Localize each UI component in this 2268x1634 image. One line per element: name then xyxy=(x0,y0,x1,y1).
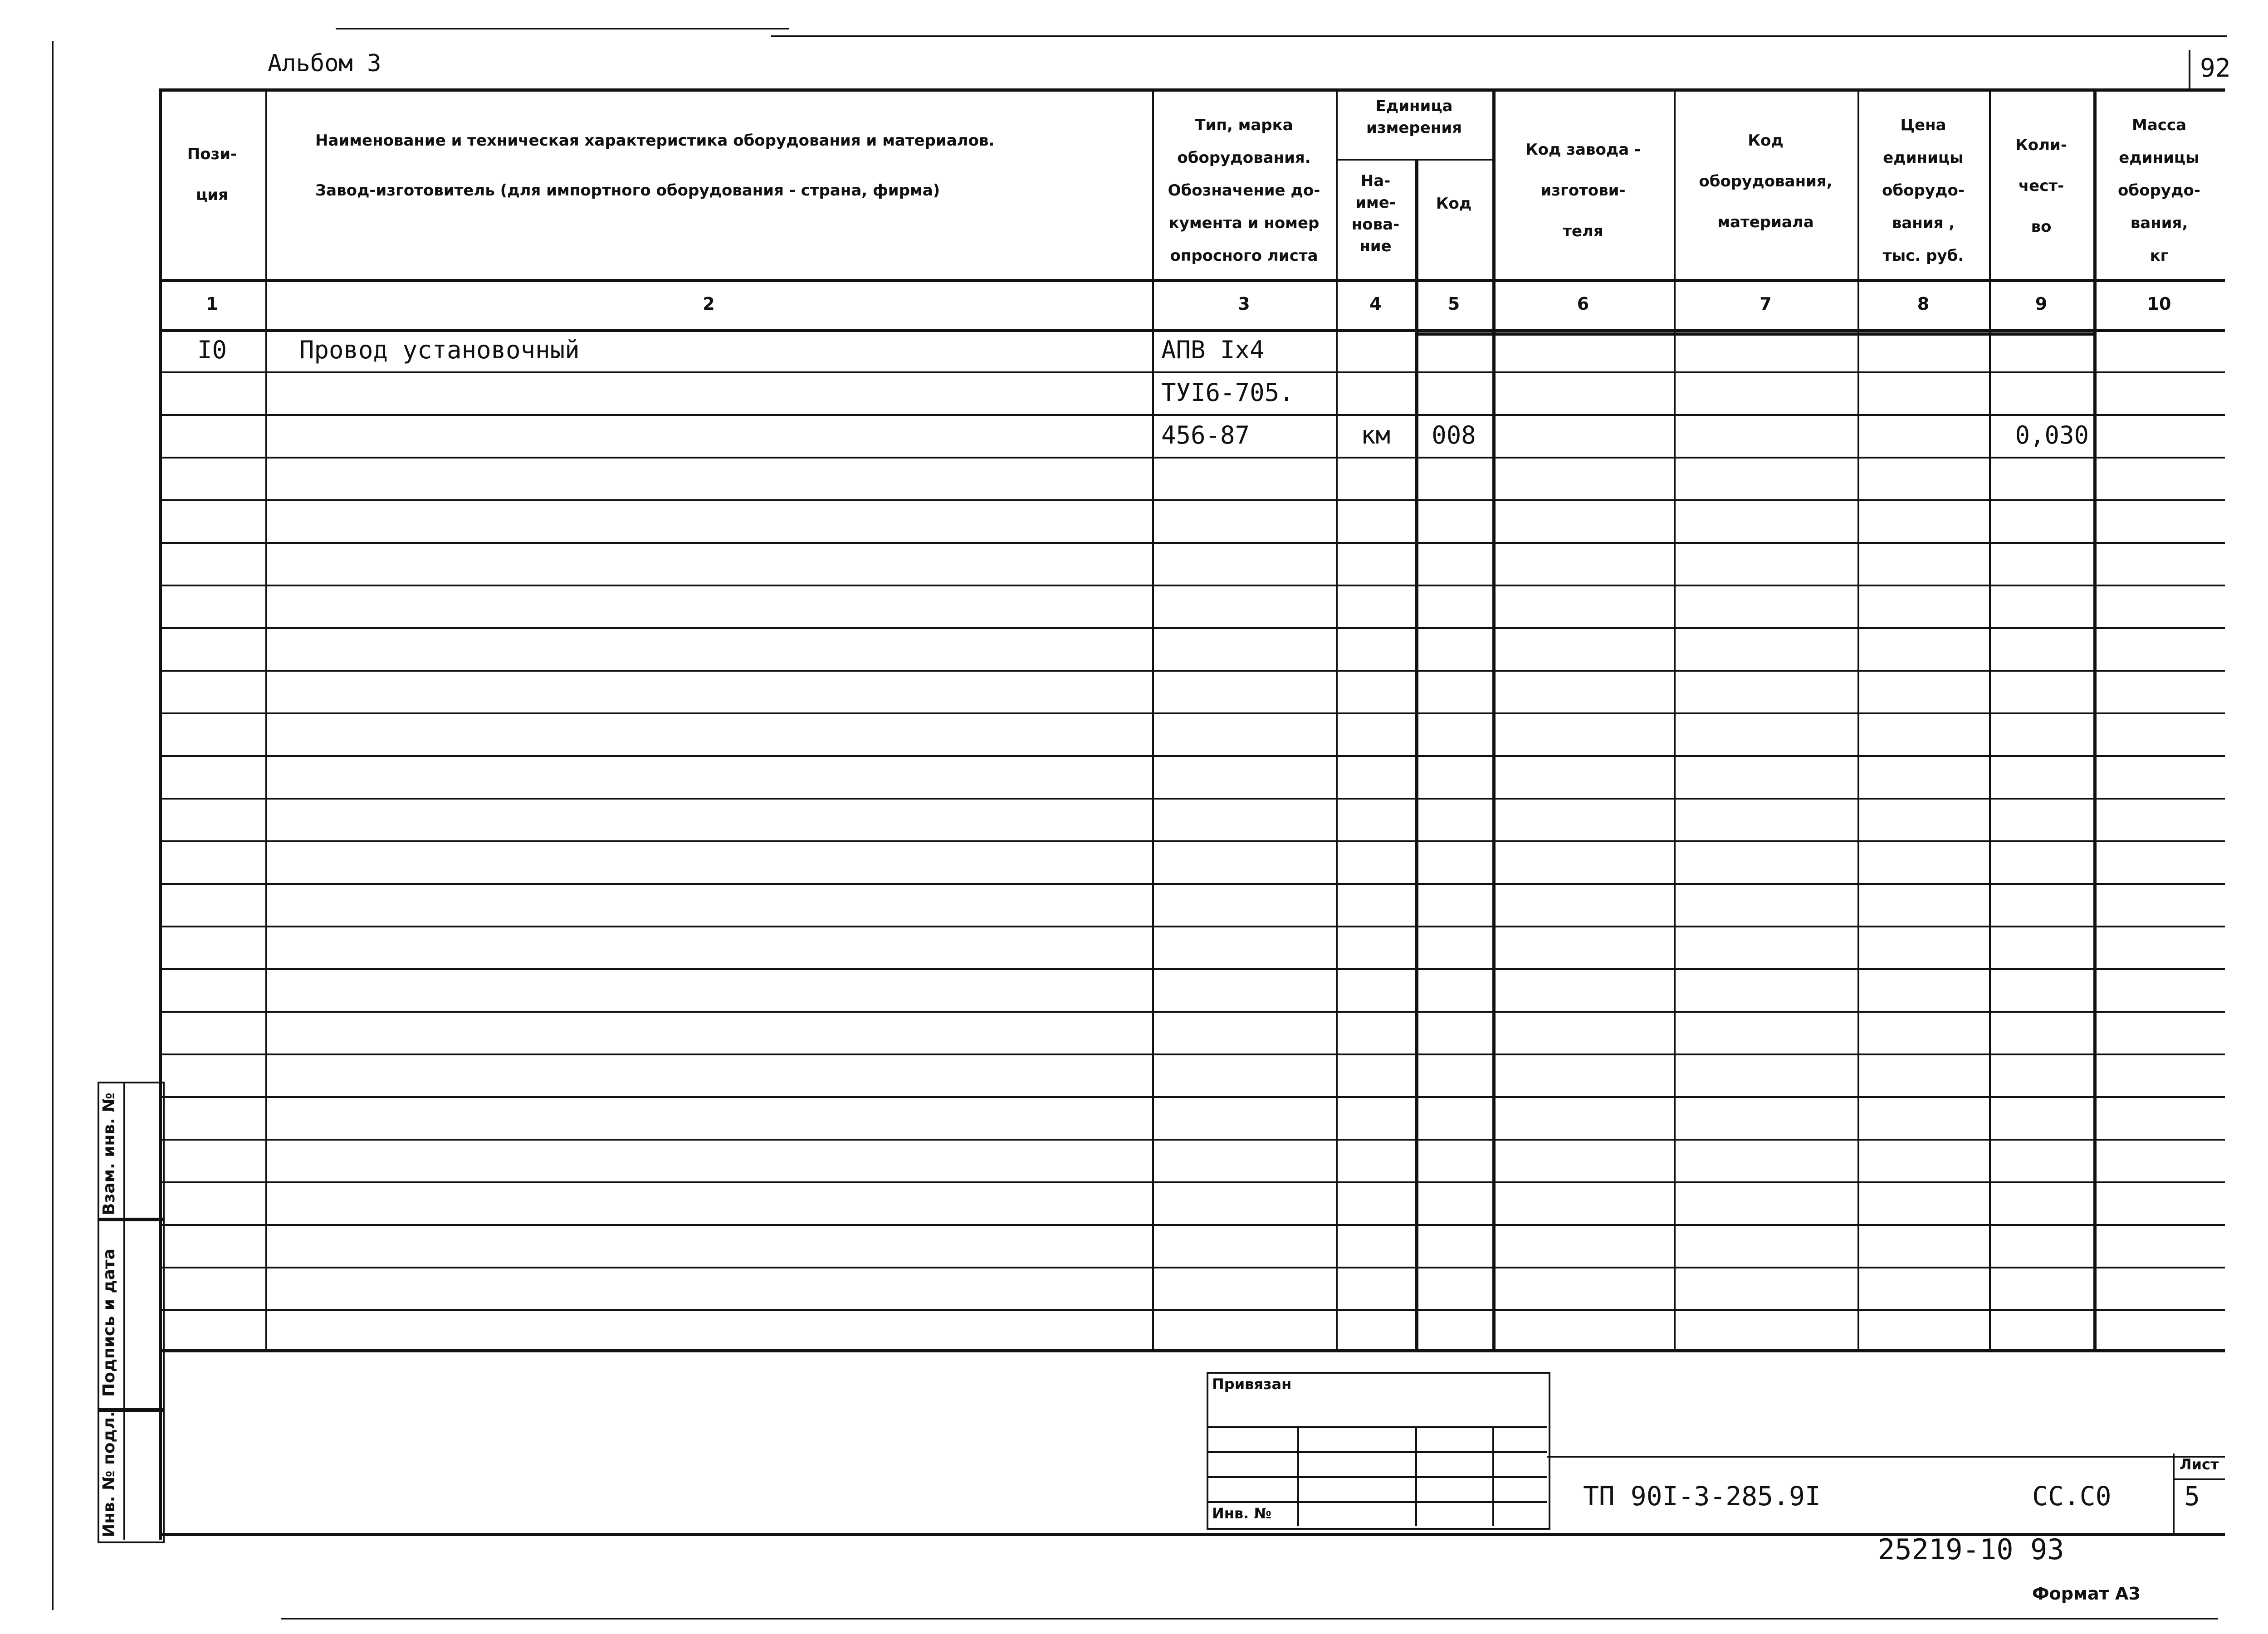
title-block-line xyxy=(1207,1476,1547,1478)
cell-type: ТУI6-705. xyxy=(1161,378,1294,407)
cell-code: 008 xyxy=(1432,421,1476,449)
column-header-line: Код xyxy=(1436,195,1472,213)
table-row-line xyxy=(159,670,2225,672)
sheet-code: СС.С0 xyxy=(2032,1481,2112,1512)
column-header-1 xyxy=(164,134,260,215)
column-header-line: кг xyxy=(2150,247,2169,265)
side-stamp-divider xyxy=(123,1082,125,1540)
table-row-line xyxy=(159,1309,2225,1311)
column-number-2: 2 xyxy=(703,294,715,314)
table-row-line xyxy=(159,1267,2225,1268)
table-row-line xyxy=(159,926,2225,927)
page-corner-box xyxy=(2189,50,2240,88)
side-stamp-inv-label: Инв. № подл. xyxy=(100,1411,118,1537)
heavy-data-border xyxy=(1415,332,2093,336)
title-block-privyazan-label: Привязан xyxy=(1212,1375,1292,1393)
table-row-line xyxy=(159,840,2225,842)
album-label: Альбом 3 xyxy=(268,50,381,77)
column-header-line: опросного листа xyxy=(1170,247,1318,265)
column-header-9 xyxy=(1994,125,2088,247)
column-header-5 xyxy=(1421,190,1487,217)
column-header-line: Завод-изготовитель (для импортного оборудования - страна, фирма) xyxy=(315,181,940,200)
column-header-line: изготови- xyxy=(1540,181,1626,200)
column-header-line: кумента и номер xyxy=(1168,214,1320,232)
column-header-line: теля xyxy=(1563,222,1603,240)
cell-type: 456-87 xyxy=(1161,421,1250,449)
table-column-line xyxy=(1857,88,1859,1351)
column-header-line: оборудования, xyxy=(1699,172,1833,190)
table-row-line xyxy=(159,542,2225,544)
list-box-hline xyxy=(2173,1478,2225,1480)
table-row-line xyxy=(159,1224,2225,1226)
column-header-line: име- xyxy=(1355,194,1396,212)
column-header-line: Наименование и техническая характеристика оборудования и материалов. xyxy=(315,132,995,150)
column-header-3 xyxy=(1158,109,1330,272)
side-stamp-vzam-label: Взам. инв. № xyxy=(100,1093,118,1215)
table-row-line xyxy=(159,968,2225,970)
top-rule-2 xyxy=(771,35,2227,37)
title-block-line xyxy=(1207,1451,1547,1453)
column-header-line: во xyxy=(2031,218,2052,236)
table-row-line xyxy=(159,798,2225,800)
table-row-line xyxy=(159,755,2225,757)
column-number-9: 9 xyxy=(2035,294,2048,314)
table-row-line xyxy=(159,499,2225,501)
column-header-line: тыс. руб. xyxy=(1882,247,1964,265)
column-header-line: оборудо- xyxy=(1882,181,1965,200)
column-number-6: 6 xyxy=(1577,294,1589,314)
table-column-line xyxy=(1674,88,1676,1351)
side-stamp-podpis-label: Подпись и дата xyxy=(100,1249,118,1397)
doc-code: ТП 90I-3-285.9I xyxy=(1583,1481,1821,1512)
title-block-vline xyxy=(1415,1426,1417,1526)
column-header-line: Тип, марка xyxy=(1195,116,1293,134)
table-bottom-border xyxy=(159,1349,2225,1352)
table-row-line xyxy=(159,883,2225,885)
table-column-line xyxy=(265,88,267,1351)
unit-group-header-line: Единица xyxy=(1375,97,1453,115)
table-top-border xyxy=(159,88,2225,92)
unit-group-header-line: измерения xyxy=(1366,119,1462,137)
column-header-2 xyxy=(315,116,1191,215)
column-number-8: 8 xyxy=(1917,294,1930,314)
table-row-line xyxy=(159,1139,2225,1141)
table-column-line xyxy=(1492,88,1496,1351)
column-header-line: ция xyxy=(196,186,228,204)
column-number-7: 7 xyxy=(1760,294,1772,314)
column-header-line: оборудования. xyxy=(1177,149,1311,167)
column-header-line: Цена xyxy=(1900,116,1946,134)
title-block-inv-label: Инв. № xyxy=(1212,1505,1271,1522)
table-row-line xyxy=(159,627,2225,629)
column-header-line: Код xyxy=(1748,132,1784,150)
column-header-line: единицы xyxy=(1883,149,1964,167)
unit-group-header xyxy=(1336,95,1492,139)
archive-number: 25219-10 93 xyxy=(1878,1533,2064,1566)
column-header-line: единицы xyxy=(2119,149,2200,167)
column-number-5: 5 xyxy=(1447,294,1460,314)
column-header-line: Код завода - xyxy=(1525,141,1641,159)
cell-type: АПВ Ix4 xyxy=(1161,336,1265,364)
column-header-line: оборудо- xyxy=(2118,181,2200,200)
table-column-line xyxy=(1336,88,1338,1351)
table-column-line xyxy=(2093,88,2097,1351)
table-row-line xyxy=(159,1011,2225,1013)
column-header-line: материала xyxy=(1717,213,1814,231)
table-row-line xyxy=(159,1096,2225,1098)
cell-name: Провод установочный xyxy=(299,336,580,364)
title-block-vline xyxy=(1492,1426,1494,1526)
column-number-3: 3 xyxy=(1238,294,1250,314)
title-block-line xyxy=(1207,1501,1547,1503)
bottom-rule xyxy=(281,1618,2218,1619)
table-column-line xyxy=(1152,88,1154,1351)
table-column-line xyxy=(1415,159,1418,1351)
column-header-line: вания , xyxy=(1892,214,1955,232)
column-header-10 xyxy=(2099,109,2219,272)
cell-pos: I0 xyxy=(197,336,227,364)
column-number-1: 1 xyxy=(206,294,218,314)
title-block-top-line xyxy=(1547,1456,2225,1458)
column-header-line: вания, xyxy=(2130,214,2188,232)
column-number-4: 4 xyxy=(1369,294,1382,314)
cell-unit: км xyxy=(1360,421,1391,449)
column-header-8 xyxy=(1863,109,1984,272)
column-header-line: Масса xyxy=(2131,116,2187,134)
unit-group-split xyxy=(1336,159,1492,161)
column-header-line: нова- xyxy=(1351,215,1400,234)
column-header-4 xyxy=(1341,170,1410,257)
table-row-line xyxy=(159,1181,2225,1183)
list-number: 5 xyxy=(2184,1481,2200,1512)
title-block-line xyxy=(1207,1426,1547,1428)
list-label: Лист xyxy=(2180,1456,2219,1473)
table-column-line xyxy=(1989,88,1991,1351)
column-header-line: Коли- xyxy=(2015,136,2067,154)
column-header-line: ние xyxy=(1359,237,1392,255)
left-margin-line xyxy=(52,41,54,1610)
column-header-line: Обозначение до- xyxy=(1168,181,1320,200)
column-header-7 xyxy=(1679,120,1852,243)
table-row-line xyxy=(159,1054,2225,1055)
list-box-vline xyxy=(2173,1454,2175,1533)
format-label: Формат А3 xyxy=(2032,1584,2141,1604)
cell-qty: 0,030 xyxy=(2015,421,2089,449)
column-number-10: 10 xyxy=(2147,294,2171,314)
table-row-line xyxy=(159,457,2225,458)
page-corner-number: 92 xyxy=(2200,54,2231,83)
column-header-line: чест- xyxy=(2018,177,2064,195)
column-header-6 xyxy=(1498,129,1668,252)
table-row-line xyxy=(159,712,2225,714)
column-header-line: Пози- xyxy=(187,145,237,163)
table-row-line xyxy=(159,585,2225,586)
title-block-vline xyxy=(1297,1426,1299,1526)
top-rule xyxy=(336,28,789,29)
column-header-line: На- xyxy=(1360,172,1391,190)
